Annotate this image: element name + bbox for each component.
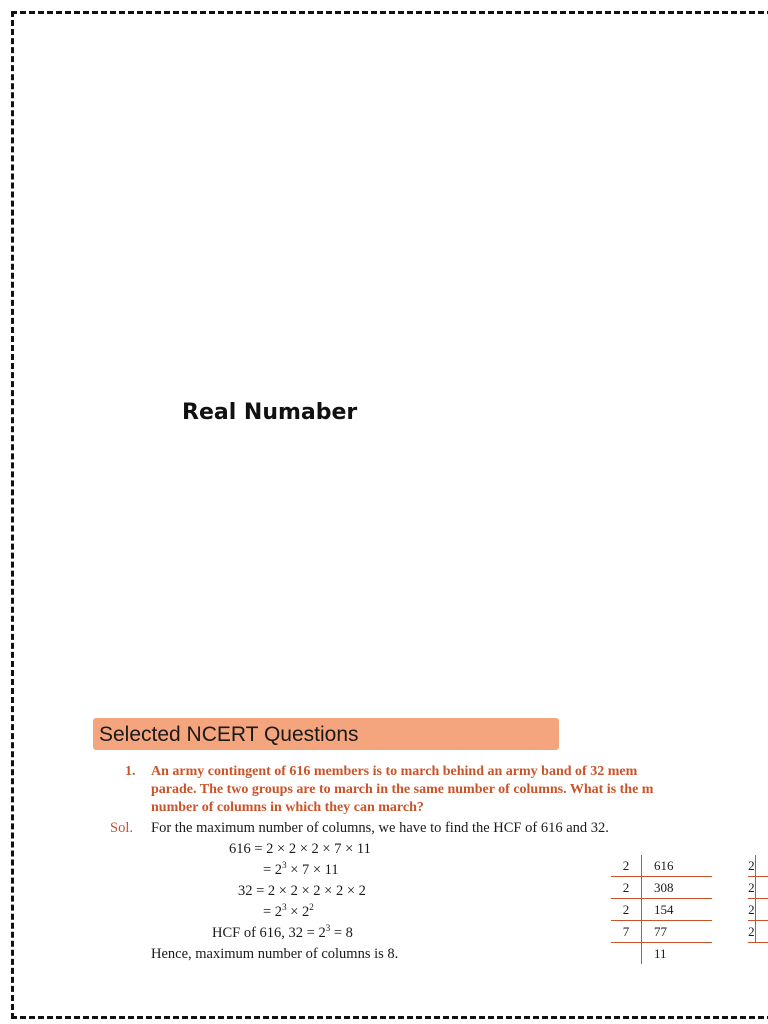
section-heading-banner: Selected NCERT Questions: [93, 718, 559, 750]
division-row: [748, 855, 768, 877]
solution-step-616-powers: [263, 862, 339, 879]
solution-hcf-result: [212, 925, 353, 942]
divisor-cell: [611, 943, 642, 965]
divisor-cell: 2: [748, 877, 755, 899]
solution-step-32-powers: [263, 904, 314, 921]
divisor-cell: 2: [748, 899, 755, 921]
divisor-cell: 2: [611, 899, 642, 921]
dividend-cell: 154: [642, 899, 713, 921]
division-table-32: [748, 855, 768, 943]
divisor-cell: 2: [611, 855, 642, 877]
solution-step-616-factors: 616 = 2 × 2 × 2 × 7 × 11: [229, 841, 371, 857]
division-row: [748, 899, 768, 921]
expr-part: × 2: [286, 904, 310, 920]
division-row: [611, 899, 712, 921]
divisor-cell: 2: [611, 877, 642, 899]
page-title: Real Numaber: [182, 400, 358, 425]
dividend-cell: 77: [642, 921, 713, 943]
division-row: [611, 855, 712, 877]
division-row: [748, 921, 768, 943]
expr-part: HCF of 616, 32 = 2: [212, 925, 326, 941]
solution-intro: For the maximum number of columns, we have to find the HCF of 616 and 32.: [151, 820, 609, 836]
division-row: [611, 943, 712, 965]
dividend-cell: [755, 855, 768, 877]
question-line-3: number of columns in which they can march?: [151, 800, 424, 815]
solution-label: Sol.: [110, 820, 133, 836]
division-row: [748, 877, 768, 899]
divisor-cell: 2: [748, 921, 755, 943]
exponent: 3: [282, 860, 287, 871]
divisor-cell: 2: [748, 855, 755, 877]
question-line-2: parade. The two groups are to march in the same number of columns. What is the m: [151, 782, 654, 797]
solution-conclusion: Hence, maximum number of columns is 8.: [151, 946, 399, 962]
exponent: 3: [325, 923, 331, 934]
expr-part: × 7 × 11: [286, 862, 339, 878]
dividend-cell: [755, 877, 768, 899]
quotient-cell: 11: [654, 946, 667, 961]
expr-part: = 8: [330, 925, 353, 941]
dividend-cell: 308: [642, 877, 713, 899]
exponent: 3: [282, 902, 287, 913]
exponent: 2: [309, 902, 314, 913]
expr-part: = 2: [263, 904, 283, 920]
dividend-cell: [755, 899, 768, 921]
expr-part: = 2: [263, 862, 283, 878]
divisor-cell: 7: [611, 921, 642, 943]
division-table-616: [611, 855, 712, 964]
dividend-cell: [755, 921, 768, 943]
division-row: [611, 921, 712, 943]
dividend-cell: 616: [642, 855, 713, 877]
division-row: [611, 877, 712, 899]
solution-step-32-factors: 32 = 2 × 2 × 2 × 2 × 2: [238, 883, 366, 899]
question-number: 1.: [125, 764, 136, 779]
question-line-1: An army contingent of 616 members is to march behind an army band of 32 mem: [151, 764, 638, 779]
